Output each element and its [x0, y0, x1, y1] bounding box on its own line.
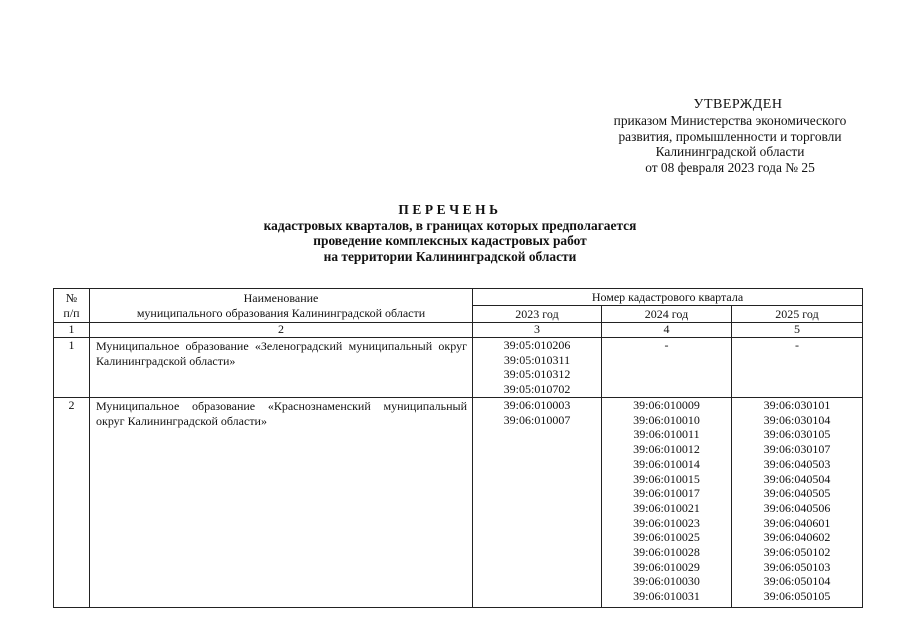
cadastral-code: 39:06:040601: [763, 515, 831, 530]
document-title: [150, 202, 750, 264]
column-index: 1: [54, 323, 90, 338]
cadastral-code: 39:06:010015: [633, 471, 700, 486]
row-number: 1: [54, 338, 90, 398]
codes-2023: [473, 338, 602, 398]
title-line: кадастровых кварталов, в границах которых предполагается: [263, 217, 637, 233]
cadastral-code: 39:06:010030: [633, 574, 700, 589]
cadastral-code: 39:06:050102: [763, 545, 831, 560]
column-index: 2: [90, 323, 473, 338]
cadastral-code: 39:06:050105: [763, 589, 831, 604]
cadastral-code: 39:06:030105: [763, 427, 831, 442]
cadastral-code: 39:06:010010: [633, 412, 700, 427]
header-name: [90, 289, 473, 323]
cadastral-code: 39:06:010003: [503, 398, 571, 412]
header-year-2023: 2023 год: [473, 306, 602, 323]
header-number: [54, 289, 90, 323]
header-cadastral-group: Номер кадастрового квартала: [473, 289, 863, 306]
cadastral-code: 39:06:040503: [763, 456, 831, 471]
title-line: проведение комплексных кадастровых работ: [313, 233, 587, 248]
cadastral-code: 39:06:040504: [763, 471, 831, 486]
codes-2024: [602, 398, 732, 608]
approval-line: развития, промышленности и торговли: [618, 128, 842, 144]
cadastral-code: 39:06:010025: [633, 530, 700, 545]
cadastral-code: 39:06:030104: [763, 412, 831, 427]
header-year-2025: 2025 год: [732, 306, 863, 323]
codes-2023: [473, 398, 602, 608]
table-row: [54, 398, 863, 608]
empty-dash: -: [795, 338, 799, 352]
title-heading: ПЕРЕЧЕНЬ: [398, 202, 502, 217]
cadastral-code: 39:05:010702: [503, 382, 571, 397]
title-line: на территории Калининградской области: [323, 248, 577, 264]
cadastral-code: 39:06:030101: [763, 398, 831, 412]
cadastral-code: 39:06:040506: [763, 500, 831, 515]
cadastral-code: 39:06:010028: [633, 545, 700, 560]
table-row: [54, 338, 863, 398]
cadastral-code: 39:06:030107: [763, 442, 831, 457]
cadastral-code: 39:06:010007: [503, 412, 571, 427]
cadastral-code: 39:06:010021: [633, 500, 700, 515]
approval-line: от 08 февраля 2023 года № 25: [645, 160, 815, 176]
empty-dash: -: [664, 338, 669, 352]
header-name-line1: Наименование: [243, 290, 319, 305]
cadastral-code: 39:06:010029: [633, 559, 700, 574]
cadastral-code: 39:06:010017: [633, 486, 700, 501]
municipality-name: Муниципальное образование «Краснознаменский муниципальный округ Калининградской области»: [90, 398, 473, 608]
codes-2025: [732, 398, 863, 608]
cadastral-code: 39:06:010014: [633, 456, 700, 471]
cadastral-table: [53, 288, 863, 608]
cadastral-code: 39:06:040602: [763, 530, 831, 545]
approval-heading: УТВЕРЖДЕН: [693, 97, 783, 112]
header-year-2024: 2024 год: [602, 306, 732, 323]
cadastral-code: 39:05:010311: [503, 352, 571, 367]
cadastral-code: 39:06:010031: [633, 589, 700, 604]
codes-2025: [732, 338, 863, 398]
cadastral-code: 39:05:010206: [503, 338, 571, 352]
header-number-line1: №: [65, 290, 78, 305]
approval-line: Калининградской области: [655, 144, 805, 160]
header-number-line2: п/п: [63, 305, 80, 320]
column-index-row: [54, 323, 863, 338]
cadastral-code: 39:06:010023: [633, 515, 700, 530]
approval-stamp: [560, 97, 900, 176]
cadastral-code: 39:06:010009: [633, 398, 700, 412]
cadastral-code: 39:06:050103: [763, 559, 831, 574]
cadastral-code: 39:06:010011: [633, 427, 700, 442]
header-name-line2: муниципального образования Калининградской области: [136, 305, 426, 320]
column-index: 5: [732, 323, 863, 338]
column-index: 3: [473, 323, 602, 338]
cadastral-code: 39:05:010312: [503, 367, 571, 382]
column-index: 4: [602, 323, 732, 338]
cadastral-code: 39:06:010012: [633, 442, 700, 457]
approval-line: приказом Министерства экономического: [613, 112, 847, 128]
codes-2024: [602, 338, 732, 398]
cadastral-code: 39:06:050104: [763, 574, 831, 589]
cadastral-code: 39:06:040505: [763, 486, 831, 501]
municipality-name: Муниципальное образование «Зеленоградский муниципальный округ Калининградской области»: [90, 338, 473, 398]
row-number: 2: [54, 398, 90, 608]
